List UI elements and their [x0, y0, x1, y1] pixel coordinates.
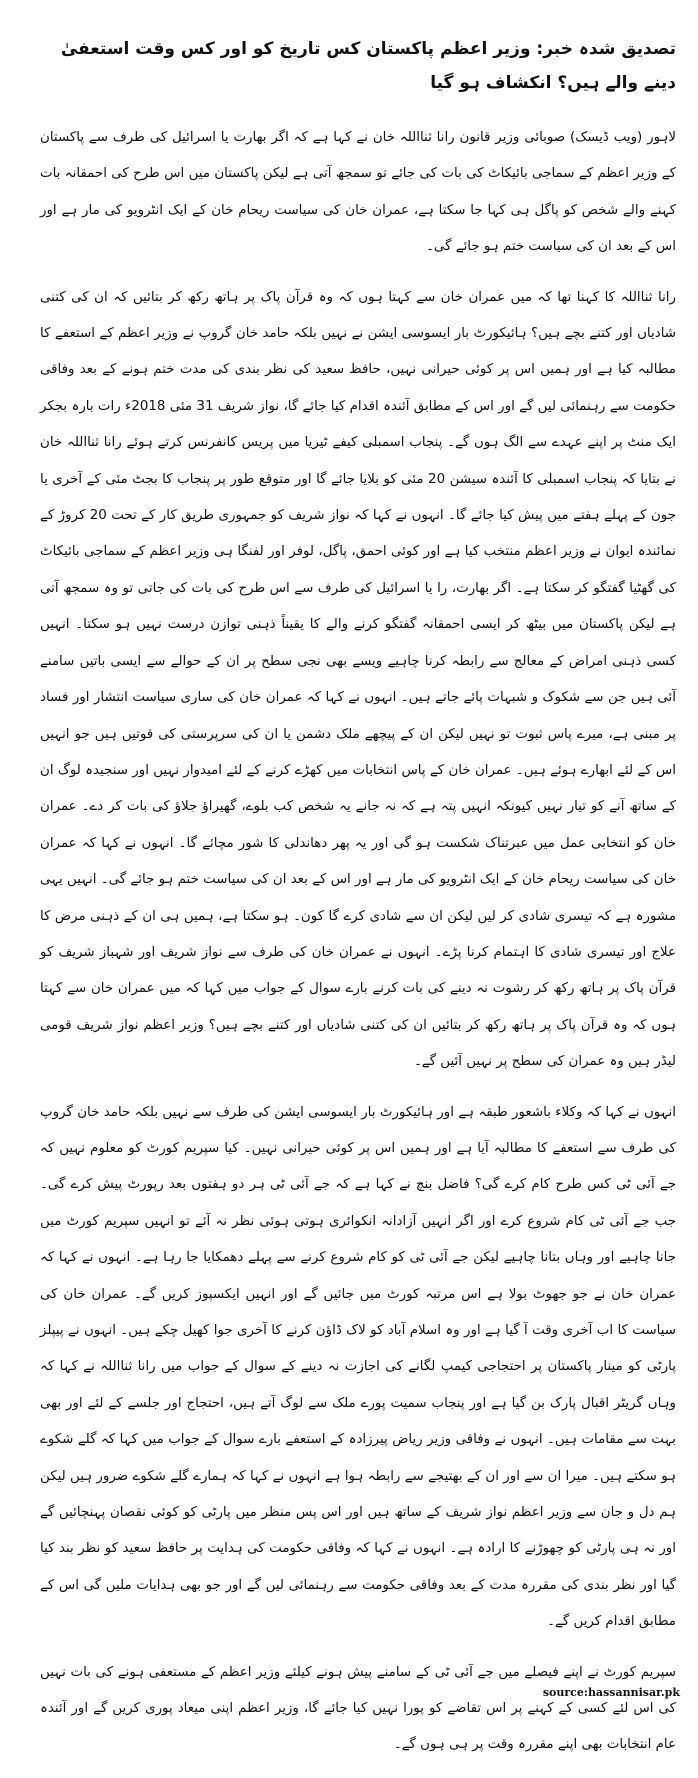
news-article [40, 0, 676, 1778]
article-paragraph-4: سپریم کورٹ نے اپنے فیصلے میں جے آئی ٹی کے سامنے پیش ہونے کیلئے وزیر اعظم کے مستعفی ہونے کی بات نہیں کی اس لئے کسی کے کہنے پر اس تقاضے کو پورا نہیں کیا جائے گا، وزیر اعظم اپنی میعاد پوری کریں گے اور آئندہ عام انتخابات بھی اپنے مقررہ وقت پر ہی ہوں گے۔ [40, 1664, 676, 1753]
article-paragraph-3: انہوں نے کہا کہ وکلاء باشعور طبقہ ہے اور ہائیکورٹ بار ایسوسی ایشن کی طرف سے نہیں بلکہ حامد خان گروپ کی طرف سے استعفے کا مطالبہ آیا ہے اور ہمیں اس پر کوئی حیرانی نہیں۔ کیا سپریم کورٹ کو معلوم نہیں کہ جے آئی ٹی کس طرح کام کرے گی؟ فاضل بنچ نے کہا ہے کہ جے آئی ٹی ہر دو ہفتوں بعد رپورٹ پیش کرے گی۔ جب جے آئی ٹی کام شروع کرے اور اگر انہیں آزادانہ انکوائری ہوتی ہوئی نظر نہ آئے تو انہیں سپریم کورٹ میں جانا چاہیے اور وہاں بتانا چاہیے لیکن جے آئی ٹی کو کام شروع کرنے سے پہلے دھمکایا جا رہا ہے۔ انہوں نے کہا کہ عمران خان نے جو جھوٹ بولا ہے اس مرتبہ کورٹ میں جائیں گے اور انہیں ایکسپوز کریں گے۔ عمران خان کی سیاست کا اب آخری وقت آ گیا ہے اور وہ اسلام آباد کو لاک ڈاؤن کرنے کا آخری جوا کھیل چکے ہیں۔ انہوں نے پیپلز پارٹی کو مینار پاکستان پر احتجاجی کیمپ لگانے کی اجازت نہ دینے کے سوال کے جواب میں رانا ثنااللہ نے کہا کہ وہاں گریٹر اقبال پارک بن گیا ہے اور پنجاب سمیت پورے ملک سے لوگ آتے ہیں، احتجاج اور جلسے کے لئے اور بھی بہت سے مقامات ہیں۔ انہوں نے وفاقی وزیر ریاض پیرزادہ کے استعفے بارے سوال کے جواب میں کہا کہ گلے شکوے ہو سکتے ہیں۔ میرا ان سے اور ان کے بھتیجے سے رابطہ ہوا ہے انہوں نے کہا کہ ہمارے گلے شکوے ضرور ہیں لیکن ہم دل و جان سے وزیر اعظم نواز شریف کے ساتھ ہیں اور اس پس منظر میں پارٹی کو کوئی نقصان پہنچائیں گے اور نہ ہی پارٹی کو چھوڑنے کا ارادہ ہے۔ انہوں نے کہا کہ وفاقی حکومت کی ہدایت پر حافظ سعید کو نظر بند کیا گیا اور نظر بندی کی مقررہ مدت کے بعد وفاقی حکومت سے رہنمائی لیں گے اور جو بھی ہدایات ملیں گی اس کے مطابق اقدام کریں گے۔ [40, 1104, 676, 1630]
article-paragraph-1: لاہور (ویب ڈیسک) صوبائی وزیر قانون رانا ثنااللہ خان نے کہا ہے کہ اگر بھارت یا اسرائیل کی طرف سے پاکستان کے وزیر اعظم کے سماجی بائیکاٹ کی بات کی جائے تو سمجھ آتی ہے لیکن پاکستان میں اس طرح کی احمقانہ بات کہنے والے شخص کو پاگل ہی کہا جا سکتا ہے، عمران خان کی سیاست ریحام خان کے ایک انٹرویو کی مار ہے اور اس کے بعد ان کی سیاست ختم ہو جائے گی۔ [40, 130, 676, 255]
article-paragraph-2: رانا ثنااللہ کا کہنا تھا کہ میں عمران خان سے کہتا ہوں کہ وہ قرآن پاک پر ہاتھ رکھ کر بتائیں کہ ان کی کتنی شادیاں اور کتنے بچے ہیں؟ ہائیکورٹ بار ایسوسی ایشن نے نہیں بلکہ حامد خان گروپ نے وزیر اعظم کے استعفے کا مطالبہ کیا ہے اور ہمیں اس پر کوئی حیرانی نہیں، حافظ سعید کی نظر بندی کی مدت ختم ہونے کے بعد وفاقی حکومت سے رہنمائی لیں گے اور اس کے مطابق آئندہ اقدام کیا جائے گا، نواز شریف 31 مئی 2018ء رات بارہ بجکر ایک منٹ پر اپنے عہدے سے الگ ہوں گے۔ پنجاب اسمبلی کیفے ٹیریا میں پریس کانفرنس کرتے ہوئے رانا ثنااللہ خان نے بتایا کہ پنجاب اسمبلی کا آئندہ سیشن 20 مئی کو بلایا جائے گا اور متوقع طور پر پنجاب کا بجٹ مئی کے آخری یا جون کے پہلے ہفتے میں پیش کیا جائے گا۔ انہوں نے کہا کہ نواز شریف کو جمہوری طریق کار کے تحت 20 کروڑ کے نمائندہ ایوان نے وزیر اعظم منتخب کیا ہے اور کوئی احمق، پاگل، لوفر اور لفنگا ہی وزیر اعظم کے سماجی بائیکاٹ کی گھٹیا گفتگو کر سکتا ہے۔ اگر بھارت، را یا اسرائیل کی طرف سے اس طرح کی بات کی جاتی تو وہ سمجھ آتی ہے لیکن پاکستان میں بیٹھ کر ایسی احمقانہ گفتگو کرنے والے کا یقیناً ذہنی توازن درست نہیں ہو سکتا۔ انہیں کسی ذہنی امراض کے معالج سے رابطہ کرنا چاہیے ویسے بھی نجی سطح پر ان کے حوالے سے ایسی باتیں سامنے آئی ہیں جن سے شکوک و شبہات پائے جاتے ہیں۔ انہوں نے کہا کہ عمران خان کی ساری سیاست انتشار اور فساد پر مبنی ہے، میرے پاس ثبوت تو نہیں لیکن ان کے پیچھے ملک دشمن یا ان کی سرپرستی کی قوتیں ہیں جو انہیں اس کے لئے ابھارے ہوئے ہیں۔ عمران خان کے پاس انتخابات میں کھڑے کرنے کے لئے امیدوار نہیں اور سنجیدہ لوگ ان کے ساتھ آنے کو تیار نہیں کیونکہ انہیں پتہ ہے کہ نہ جانے یہ شخص کب بلوے، گھیراؤ جلاؤ کی بات کر دے۔ عمران خان کو انتخابی عمل میں عبرتناک شکست ہو گی اور یہ پھر دھاندلی کا شور مچائے گا۔ انہوں نے کہا کہ عمران خان کی سیاست ریحام خان کے ایک انٹرویو کی مار ہے اور اس کے بعد ان کی سیاست ختم ہو جائے گی۔ انہیں یہی مشورہ ہے کہ تیسری شادی کر لیں لیکن ان سے شادی کرے گا کون۔ ہو سکتا ہے، ہمیں ہی ان کے ذہنی مرض کا علاج اور تیسری شادی کا اہتمام کرنا پڑے۔ انہوں نے عمران خان کی طرف سے نواز شریف اور شہباز شریف کو قرآن پاک پر ہاتھ رکھ کر رشوت نہ دینے کی بات کرنے بارے سوال کے جواب میں کہا کہ میں عمران خان سے کہتا ہوں کہ وہ قرآن پاک پر ہاتھ رکھ کر بتائیں ان کی کتنی شادیاں اور کتنے بچے ہیں؟ وزیر اعظم نواز شریف قومی لیڈر ہیں وہ عمران کی سطح پر نہیں آئیں گے۔ [40, 289, 676, 1070]
article-headline: تصدیق شدہ خبر: وزیر اعظم پاکستان کس تاریخ کو اور کس وقت استعفیٰ دینے والے ہیں؟ انکشاف ہو گیا [60, 39, 676, 93]
source-credit: source:hassannisar.pk [542, 1686, 680, 1699]
